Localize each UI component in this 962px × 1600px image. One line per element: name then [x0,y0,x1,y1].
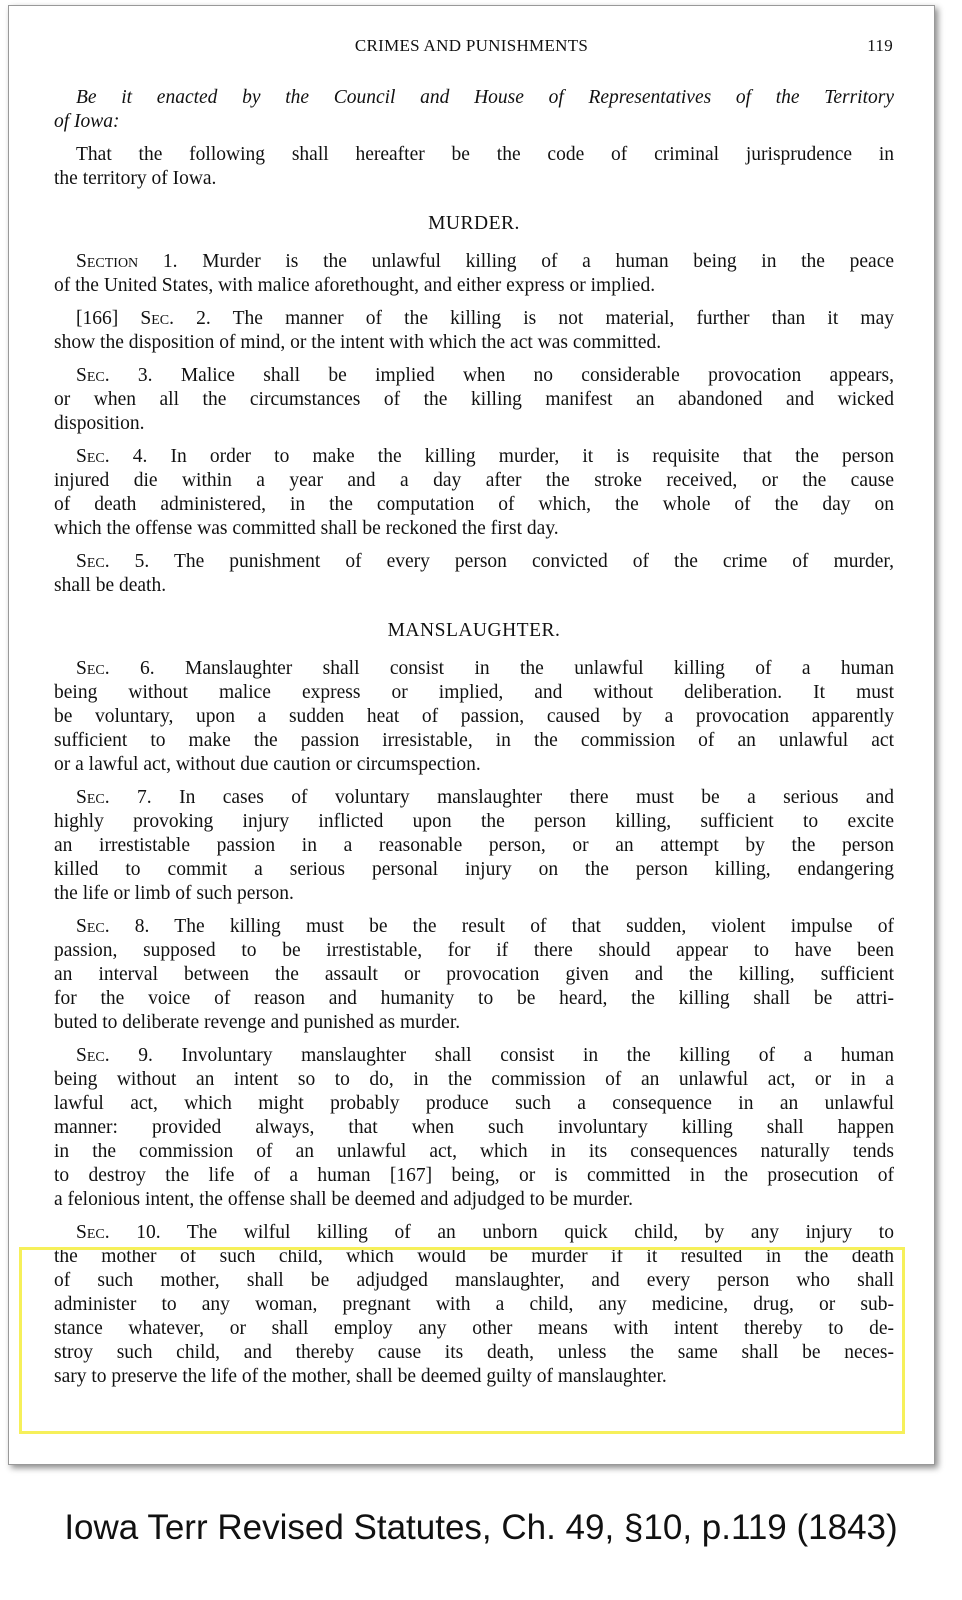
running-title: CRIMES AND PUNISHMENTS [354,36,589,55]
section-label: Section 1. [76,251,178,272]
text-line [54,786,894,810]
text-line: stance whatever, or shall employ any other means with intent thereby to de- [54,1318,894,1339]
section-text: Murder is the unlawful killing of a human being in the peace [202,251,895,272]
text-line: stroy such child, and thereby cause its death, unless the same shall be neces- [54,1342,894,1363]
text-line: administer to any woman, pregnant with a child, any medicine, drug, or sub- [54,1294,894,1315]
text-line: in the commission of an unlawful act, which in its consequences naturally tends [54,1141,894,1162]
section-1 [54,250,894,298]
text-line: manner: provided always, that when such involuntary killing shall happen [54,1117,894,1138]
text-line [54,307,894,331]
section-label: [166] Sec. 2. [76,308,211,329]
text-line: being without an intent so to do, in the commission of an unlawful act, or in a [54,1069,894,1090]
section-5 [54,550,894,598]
enacting-clause [54,86,894,134]
section-text: In order to make the killing murder, it is requisite that the person [170,446,895,467]
text-line [54,1044,894,1068]
section-label: Sec. 10. [76,1222,161,1243]
section-text: The killing must be the result of that sudden, violent impulse of [174,916,894,937]
text-line: the life or limb of such person. [54,883,294,904]
text-line: or a lawful act, without due caution or circumspection. [54,754,481,775]
text-line [54,915,894,939]
section-text: The punishment of every person convicted of the crime of murder, [173,551,894,572]
section-6 [54,657,894,777]
text-line: of the United States, with malice aforethought, and either express or implied. [54,275,656,296]
text-line: Be it enacted by the Council and House of Representatives of the Territory [76,87,894,108]
text-line: be voluntary, upon a sudden heat of passion, caused by a provocation apparently [54,706,894,727]
section-text: In cases of voluntary manslaughter there must be a serious and [179,787,894,808]
text-line: highly provoking injury inflicted upon the person killing, sufficient to excite [54,811,894,832]
text-line: of such mother, shall be adjudged manslaughter, and every person who shall [54,1270,894,1291]
text-line: the mother of such child, which would be murder if it resulted in the death [54,1246,894,1267]
text-line: injured die within a year and a day after the stroke received, or the cause [54,470,894,491]
section-3 [54,364,894,436]
text-line [54,550,894,574]
text-line: sufficient to make the passion irresistable, in the commission of an unlawful act [54,730,894,751]
preamble [54,143,894,191]
text-line: being without malice express or implied, and without deliberation. It must [54,682,894,703]
section-text: Involuntary manslaughter shall consist in the killing of a human [181,1045,894,1066]
text-line: an interval between the assault or provocation given and the killing, sufficient [54,964,894,985]
text-line: killed to commit a serious personal injury on the person killing, endangering [54,859,894,880]
text-line: lawful act, which might probably produce such a consequence in an unlawful [54,1093,894,1114]
section-2 [54,307,894,355]
section-label: Sec. 6. [76,658,155,679]
text-line: to destroy the life of a human [167] being, or is committed in the prosecution of [54,1165,894,1186]
text-line [54,657,894,681]
text-line: passion, supposed to be irrestistable, for if there should appear to have been [54,940,894,961]
text-line: shall be death. [54,575,167,596]
section-label: Sec. 4. [76,446,148,467]
section-label: Sec. 7. [76,787,152,808]
text-line: a felonious intent, the offense shall be deemed and adjudged to be murder. [54,1189,634,1210]
text-line: buted to deliberate revenge and punished as murder. [54,1012,461,1033]
section-7 [54,786,894,906]
text-line: of Iowa: [54,111,120,132]
section-text: Malice shall be implied when no considerable provocation appears, [180,365,894,386]
section-label: Sec. 5. [76,551,150,572]
text-line: show the disposition of mind, or the intent with which the act was committed. [54,332,662,353]
text-line: sary to preserve the life of the mother, shall be deemed guilty of manslaughter. [54,1366,667,1387]
statute-body [54,86,894,1389]
section-text: Manslaughter shall consist in the unlawful killing of a human [185,658,895,679]
citation-caption: Iowa Terr Revised Statutes, Ch. 49, §10, p.119 (1843) [64,1508,898,1547]
text-line: That the following shall hereafter be the code of criminal jurisprudence in [76,144,894,165]
heading-manslaughter: MANSLAUGHTER. [387,620,561,641]
text-line: of death administered, in the computation of which, the whole of the day on [54,494,894,515]
section-label: Sec. 3. [76,365,153,386]
text-line: which the offense was committed shall be reckoned the first day. [54,518,559,539]
section-9 [54,1044,894,1212]
heading-murder: MURDER. [428,213,520,234]
text-line [54,445,894,469]
page-number: 119 [867,36,893,55]
section-text: The wilful killing of an unborn quick child, by any injury to [186,1222,894,1243]
text-line: the territory of Iowa. [54,168,217,189]
section-label: Sec. 9. [76,1045,153,1066]
section-8 [54,915,894,1035]
text-line: disposition. [54,413,145,434]
section-10-highlight [19,1247,905,1434]
running-head [9,36,934,60]
text-line [54,1221,894,1245]
section-4 [54,445,894,541]
section-text: The manner of the killing is not material, further than it may [232,308,894,329]
text-line [54,250,894,274]
statute-page [8,5,935,1465]
section-label: Sec. 8. [76,916,150,937]
text-line [54,364,894,388]
text-line: an irrestistable passion in a reasonable person, or an attempt by the person [54,835,894,856]
text-line: or when all the circumstances of the killing manifest an abandoned and wicked [54,389,894,410]
text-line: for the voice of reason and humanity to be heard, the killing shall be attri- [54,988,894,1009]
